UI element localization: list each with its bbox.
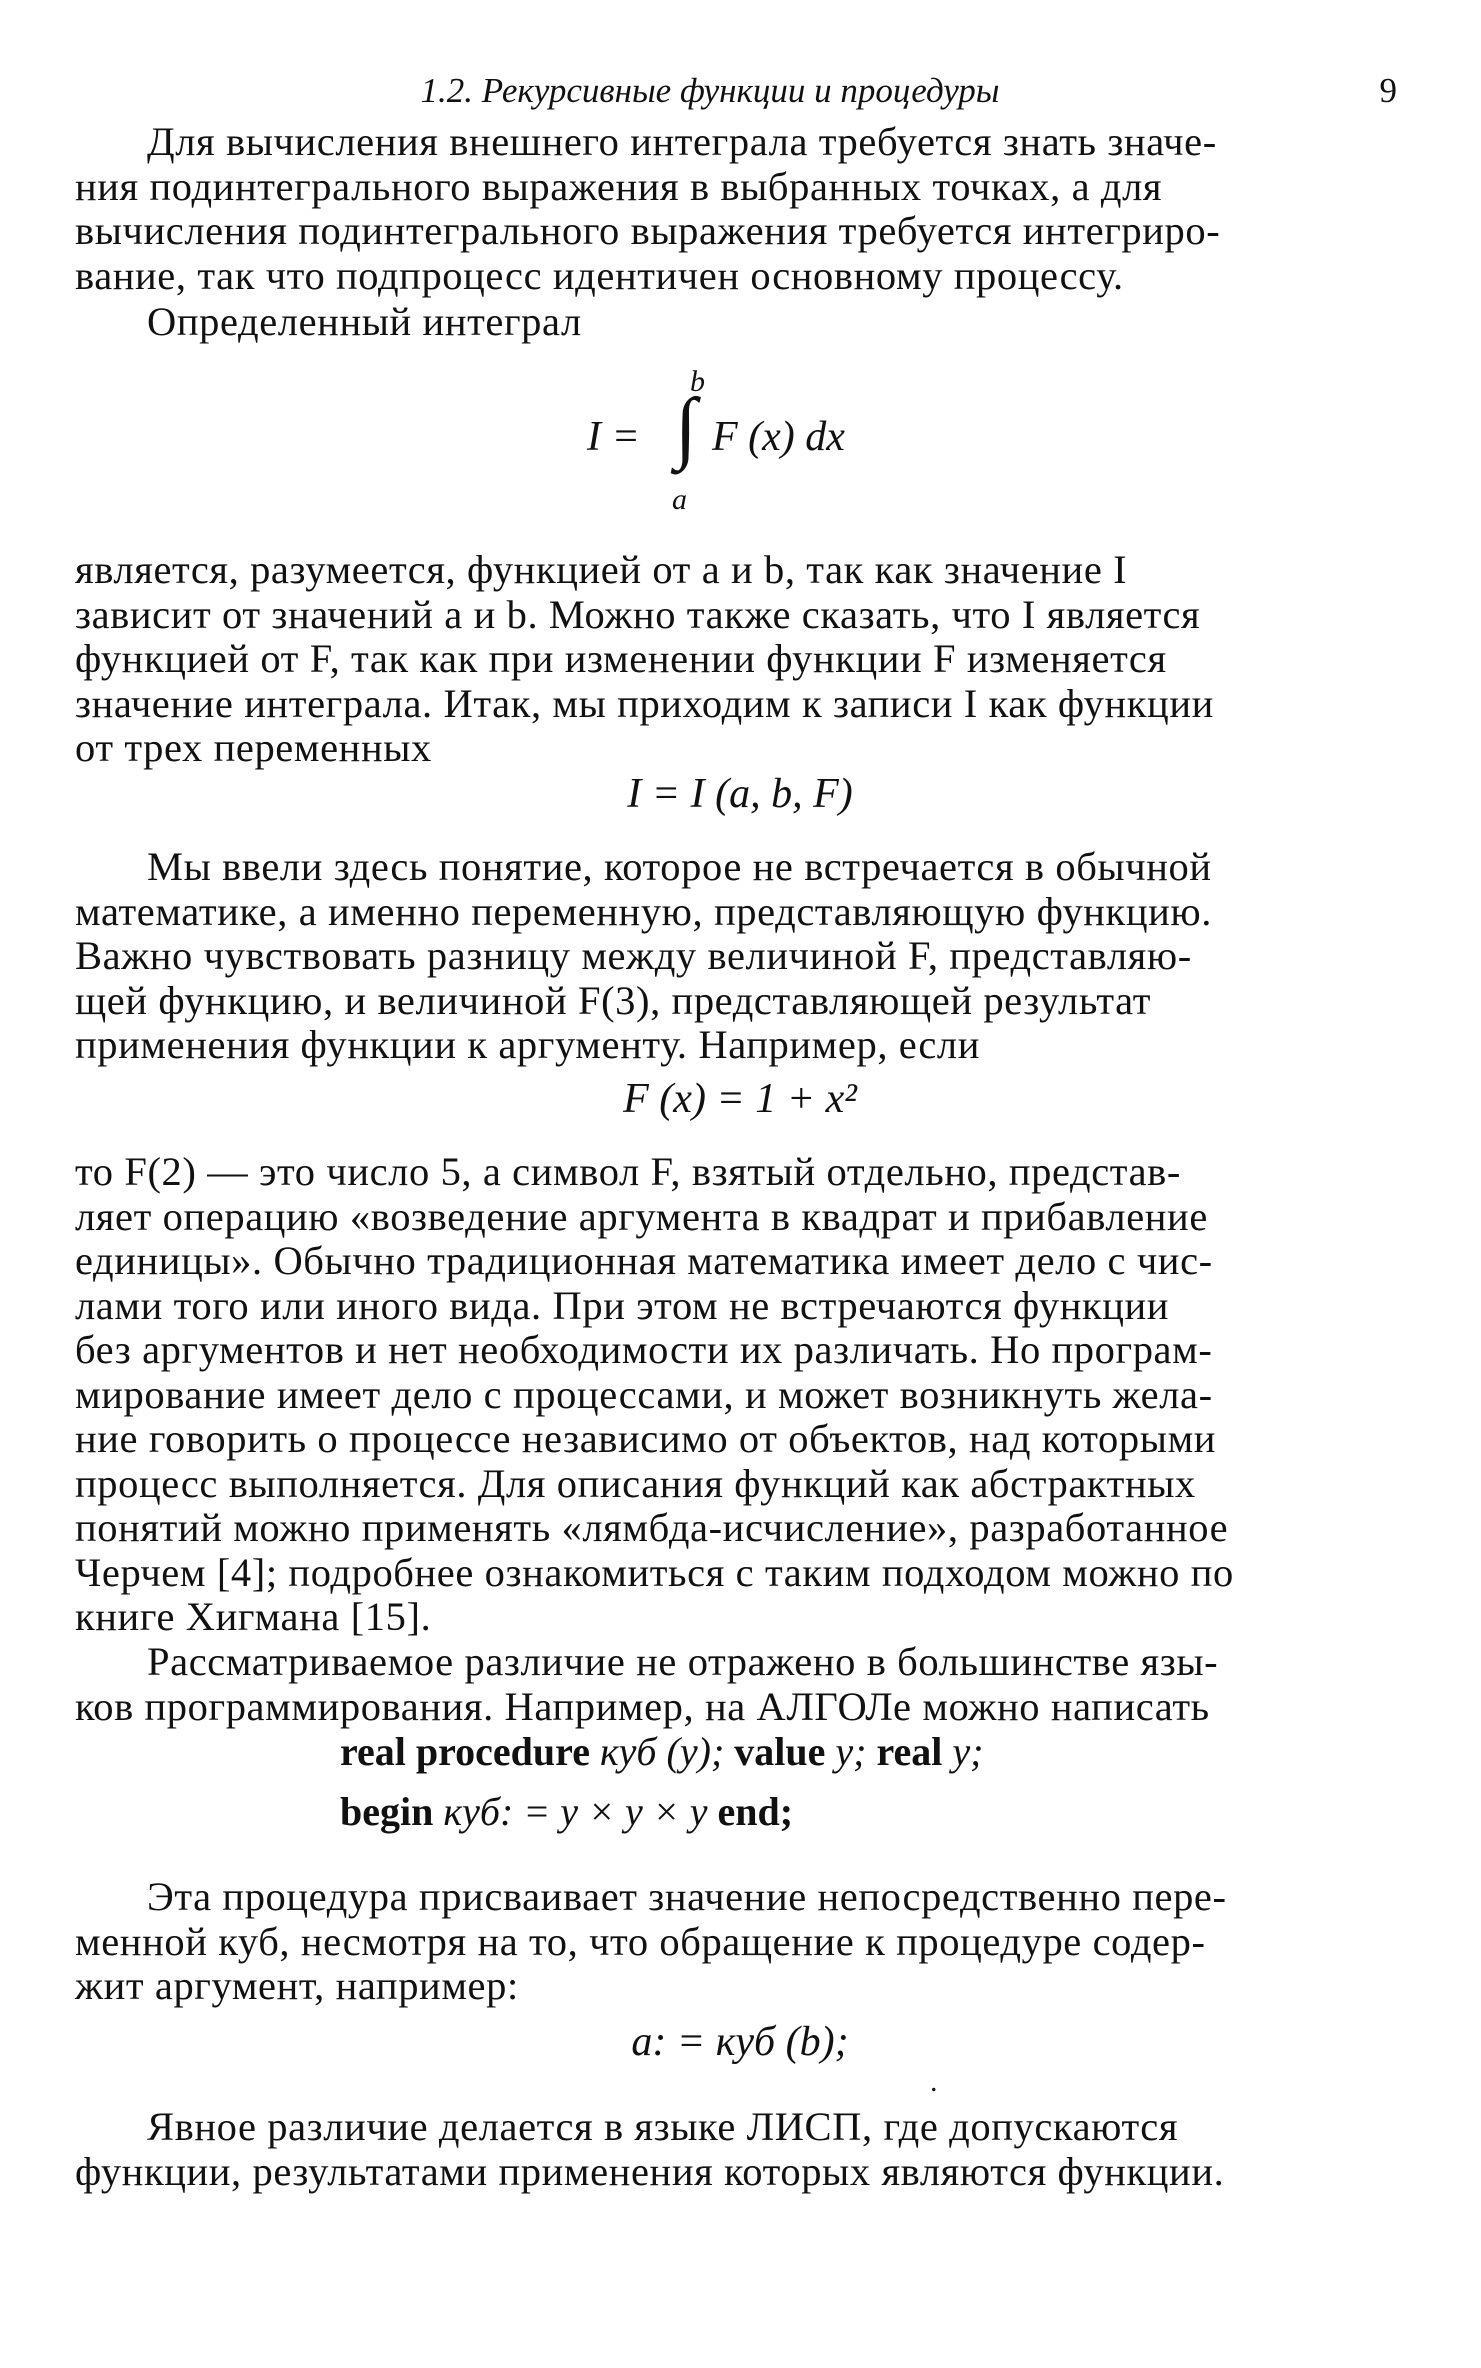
- integrand: F (x) dx: [712, 414, 845, 460]
- code-text: куб (y);: [599, 1729, 725, 1774]
- code-keyword: value: [734, 1729, 826, 1774]
- text-line: Явное различие делается в языке ЛИСП, где допускаются: [147, 2104, 1179, 2149]
- text-line: менной куб, несмотря на то, что обращение к процедуре содер-: [75, 1918, 1206, 1964]
- page-header: [75, 66, 1405, 116]
- paragraph-2: [75, 300, 1405, 345]
- paragraph-4: [75, 845, 1405, 1068]
- paragraph-5: [75, 1150, 1405, 1640]
- text-line: процесс выполняется. Для описания функций как абстрактных: [75, 1460, 1196, 1506]
- text-line: единицы». Обычно традиционная математика имеет дело с чис-: [75, 1238, 1213, 1283]
- text-line: ляет операцию «возведение аргумента в квадрат и прибавление: [75, 1193, 1208, 1239]
- text-line: ков программирования. Например, на АЛГОЛе можно написать: [75, 1683, 1210, 1729]
- integral-sign-icon: ∫: [675, 383, 697, 471]
- code-keyword: end;: [717, 1789, 794, 1834]
- text-line: Определенный интеграл: [147, 299, 582, 344]
- text-line: вание, так что подпроцесс идентичен основному процессу.: [75, 252, 1124, 298]
- code-keyword: begin: [340, 1789, 434, 1834]
- paragraph-8: [75, 2105, 1405, 2194]
- code-text: y;: [952, 1729, 984, 1774]
- text-line: то F(2) — это число 5, а символ F, взятый отдельно, представ-: [75, 1149, 1181, 1194]
- integral-upper-limit: b: [690, 365, 705, 398]
- code-keyword: real procedure: [340, 1729, 590, 1774]
- text-line: книге Хигмана [15].: [75, 1594, 432, 1639]
- code-text: куб: = y × y × y: [443, 1789, 708, 1834]
- text-line: от трех переменных: [75, 725, 432, 770]
- text-line: Мы ввели здесь понятие, которое не встречается в обычной: [147, 844, 1212, 889]
- text-line: ния подинтегрального выражения в выбранных точках, а для: [75, 163, 1163, 209]
- text-line: Эта процедура присваивает значение непосредственно пере-: [147, 1874, 1227, 1919]
- code-text: y;: [835, 1729, 867, 1774]
- text-line: Рассматриваемое различие не отражено в большинстве язы-: [147, 1639, 1219, 1684]
- text-line: без аргументов и нет необходимости их различать. Но програм-: [75, 1327, 1213, 1372]
- text-line: понятий можно применять «лямбда-исчисление», разработанное: [75, 1505, 1229, 1550]
- paragraph-6: [75, 1640, 1405, 1729]
- text-line: математике, а именно переменную, представляющую функцию.: [75, 888, 1212, 934]
- text-line: функцией от F, так как при изменении функции F изменяется: [75, 636, 1167, 681]
- page-number: 9: [1379, 71, 1397, 110]
- integral-lower-limit: a: [672, 483, 687, 516]
- text-line: зависит от значений a и b. Можно также сказать, что I является: [75, 591, 1201, 637]
- code-keyword: real: [876, 1729, 943, 1774]
- paragraph-1: [75, 120, 1405, 298]
- integral-lhs: I =: [587, 414, 640, 460]
- text-line: применения функции к аргументу. Например, если: [75, 1022, 981, 1067]
- text-line: жит аргумент, например:: [75, 1963, 519, 2008]
- formula-f-of-x: F (x) = 1 + x²: [623, 1076, 857, 1122]
- text-line: Черчем [4]; подробнее ознакомиться с таким подходом можно по: [75, 1549, 1234, 1595]
- running-title: 1.2. Рекурсивные функции и процедуры: [420, 71, 1000, 110]
- text-line: Важно чувствовать разницу между величиной F, представляю-: [75, 933, 1192, 978]
- text-line: значение интеграла. Итак, мы приходим к записи I как функции: [75, 680, 1214, 726]
- paragraph-7: [75, 1875, 1405, 2009]
- formula-assignment: a: = куб (b);: [631, 2019, 849, 2065]
- text-line: является, разумеется, функцией от a и b, так как значение I: [75, 547, 1128, 592]
- algol-code-line-2: [340, 1788, 793, 1836]
- text-line: щей функцию, и величиной F(3), представляющей результат: [75, 977, 1152, 1023]
- algol-code-line-1: [340, 1728, 983, 1776]
- integral-formula: [0, 365, 1481, 535]
- formula-i-of-abf: I = I (a, b, F): [627, 771, 853, 817]
- text-line: лами того или иного вида. При этом не встречаются функции: [75, 1282, 1170, 1328]
- text-line: мирование имеет дело с процессами, и может возникнуть жела-: [75, 1371, 1213, 1417]
- text-line: ние говорить о процессе независимо от объектов, над которыми: [75, 1416, 1217, 1461]
- text-line: функции, результатами применения которых являются функции.: [75, 2148, 1225, 2194]
- text-line: вычисления подинтегрального выражения требуется интегриро-: [75, 208, 1221, 253]
- stray-dot: .: [930, 2065, 938, 2098]
- paragraph-3: [75, 548, 1405, 771]
- text-line: Для вычисления внешнего интеграла требуется знать значе-: [147, 119, 1217, 164]
